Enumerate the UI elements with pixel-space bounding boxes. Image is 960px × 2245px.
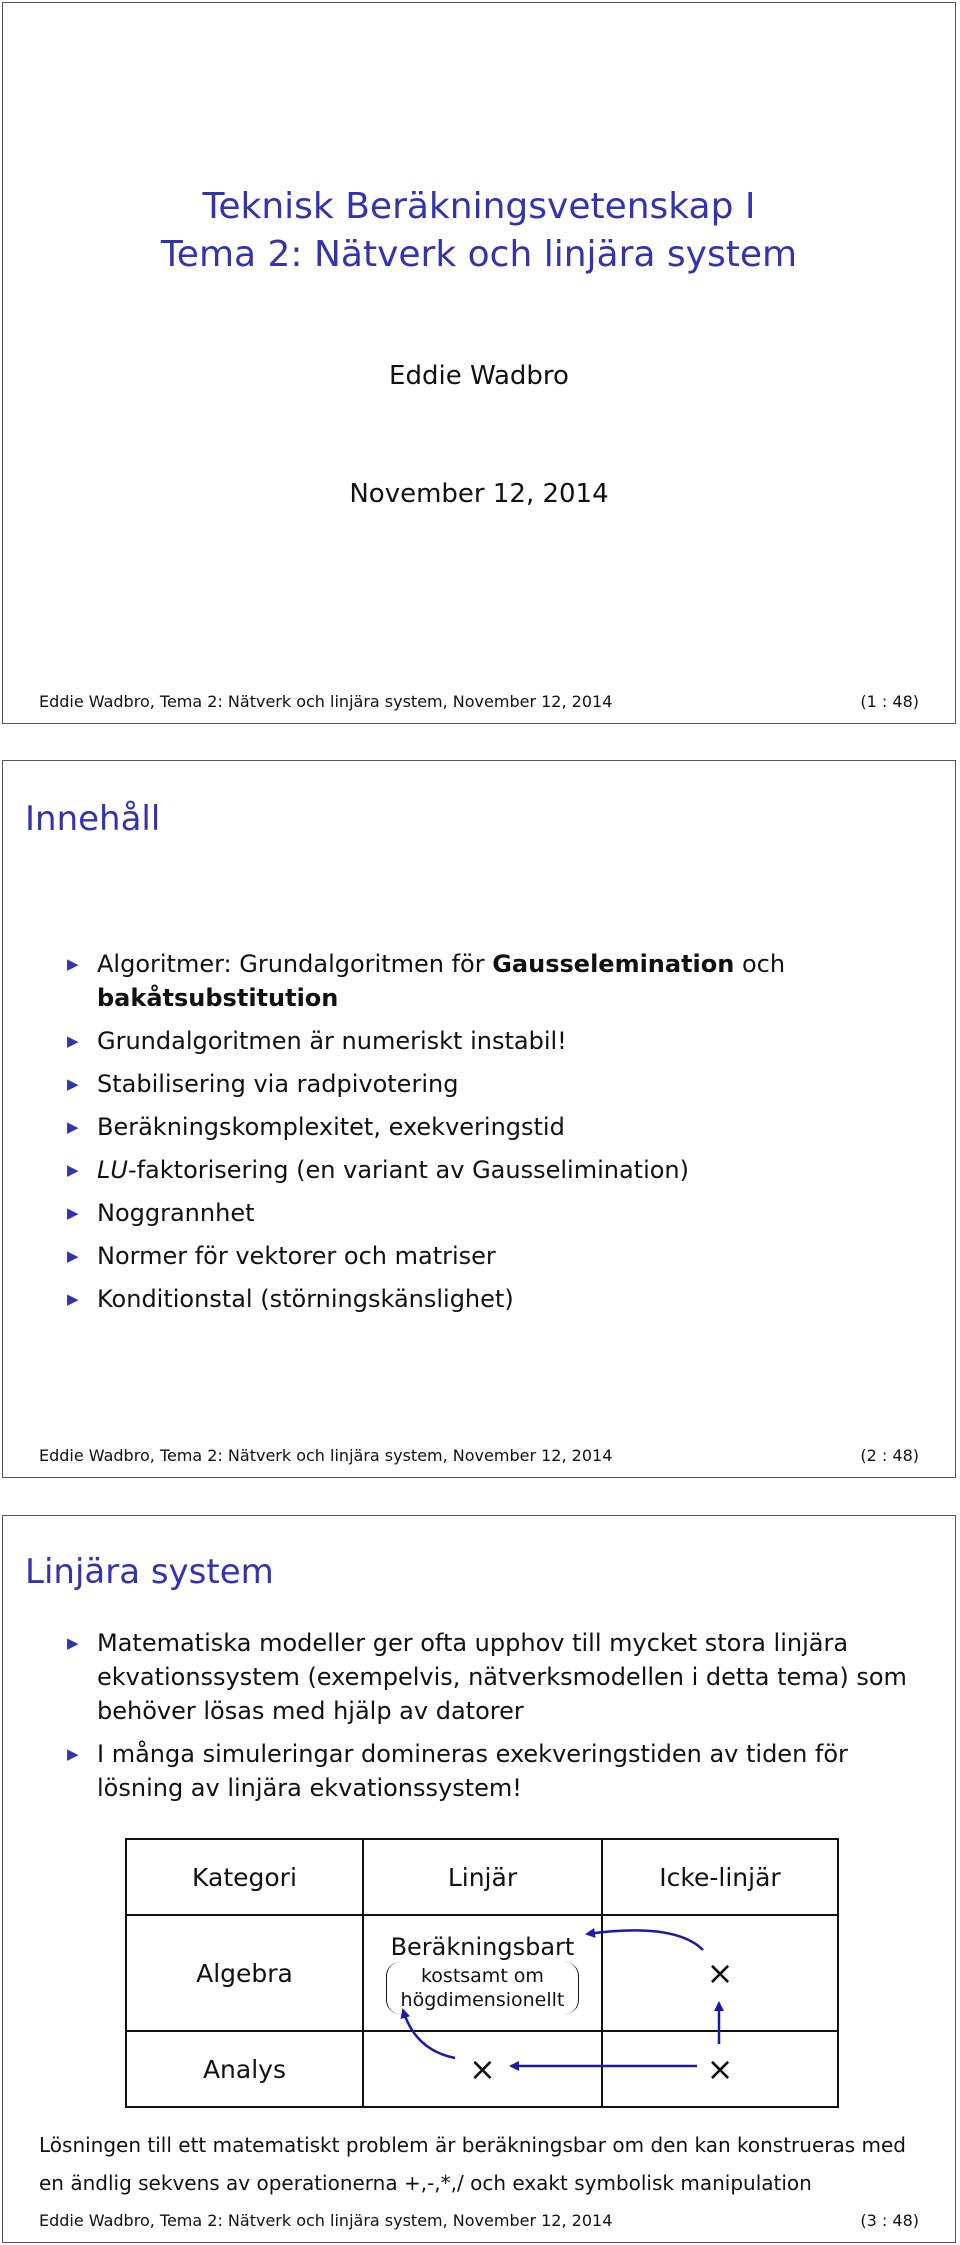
footer-text: Eddie Wadbro, Tema 2: Nätverk och linjära system, November 12, 2014 (39, 692, 613, 711)
bullet-list (67, 1626, 915, 1814)
computability-note: Lösningen till ett matematiskt problem är beräkningsbar om den kan konstrueras med en ändlig sekvens av operationerna +,-,*,/ och exakt symbolisk manipulation (39, 2133, 907, 2195)
arrow-nonlinear-algebra-to-computable (587, 1930, 703, 1950)
cross-mark: × (469, 2049, 496, 2088)
header-linjar: Linjär (363, 1839, 602, 1915)
footer-text: Eddie Wadbro, Tema 2: Nätverk och linjära system, November 12, 2014 (39, 2211, 613, 2230)
list-item: ▶ Stabilisering via radpivotering (67, 1067, 915, 1101)
row-label-analys: Analys (126, 2031, 363, 2107)
header-icke-linjar: Icke-linjär (602, 1839, 838, 1915)
list-item: ▶ LU-faktorisering (en variant av Gausselimination) (67, 1153, 915, 1187)
footer-text: Eddie Wadbro, Tema 2: Nätverk och linjära system, November 12, 2014 (39, 1446, 613, 1465)
author: Eddie Wadbro (389, 361, 569, 391)
arrow-linear-analysis-to-computable (403, 2010, 455, 2058)
presentation-title-line2: Tema 2: Nätverk och linjära system (160, 234, 798, 275)
frame-title: Linjära system (25, 1552, 274, 1592)
presentation-title-line1: Teknisk Beräkningsvetenskap I (202, 186, 756, 227)
slide-linear-systems (2, 1515, 956, 2243)
relation-arrows (125, 1838, 839, 2106)
cross-mark: × (706, 2049, 734, 2088)
slide-title (2, 2, 956, 724)
list-item: ▶ Grundalgoritmen är numeriskt instabil! (67, 1024, 915, 1058)
list-item: ▶ Algoritmer: Grundalgoritmen för Gausselemination och bakåtsubstitution (67, 947, 915, 1015)
page-number: (2 : 48) (860, 1446, 919, 1465)
cross-mark: × (706, 1953, 734, 1992)
page-number: (3 : 48) (860, 2211, 919, 2230)
list-item: ▶ I många simuleringar domineras exekveringstiden av tiden för lösning av linjära ekvationssystem! (67, 1737, 915, 1805)
list-item: ▶ Matematiska modeller ger ofta upphov till mycket stora linjära ekvationssystem (exempelvis, nätverksmodellen i detta tema) som behöver lösas med hjälp av datorer (67, 1626, 915, 1728)
slide-contents (2, 760, 956, 1478)
header-kategori: Kategori (126, 1839, 363, 1915)
computable-label: Beräkningsbart (390, 1933, 575, 1961)
frame-title: Innehåll (25, 799, 161, 839)
costly-note: kostsamt om högdimensionellt (386, 1962, 580, 2014)
list-item: ▶ Noggrannhet (67, 1196, 915, 1230)
list-item: ▶ Beräkningskomplexitet, exekveringstid (67, 1110, 915, 1144)
page-number: (1 : 48) (860, 692, 919, 711)
date: November 12, 2014 (349, 479, 609, 509)
row-label-algebra: Algebra (126, 1915, 363, 2031)
list-item: ▶ Normer för vektorer och matriser (67, 1239, 915, 1273)
contents-list (67, 947, 915, 1325)
list-item: ▶ Konditionstal (störningskänslighet) (67, 1282, 915, 1316)
